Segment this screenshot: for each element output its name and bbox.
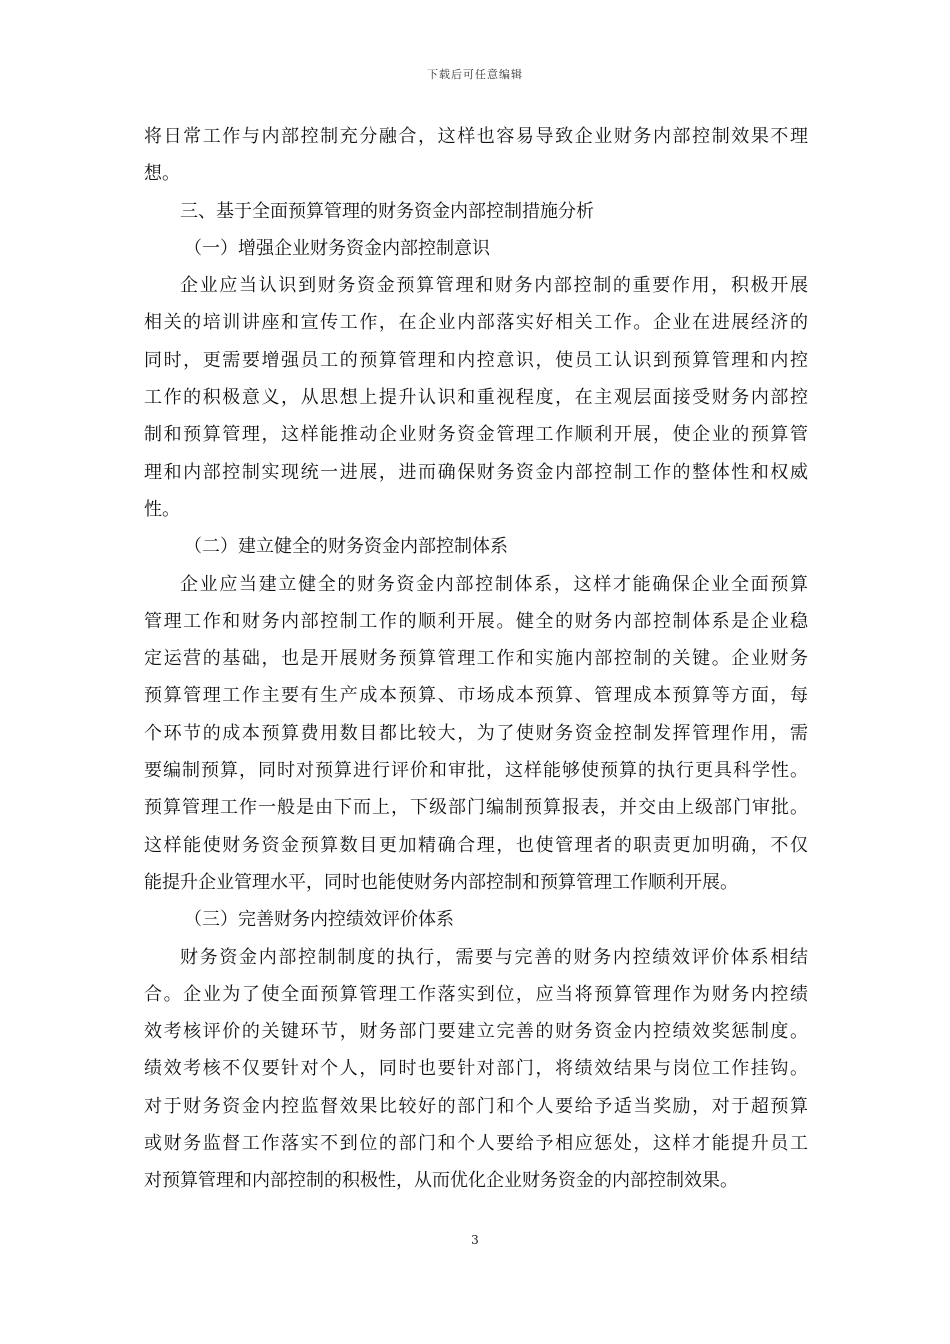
- text-line: 理和内部控制实现统一进展，进而确保财务资金内部控制工作的整体性和权威: [144, 461, 808, 483]
- text-line: 绩效考核不仅要针对个人，同时也要针对部门，将绩效结果与岗位工作挂钩。: [144, 1058, 808, 1080]
- text-line: 制和预算管理，这样能推动企业财务资金管理工作顺利开展，使企业的预算管: [144, 424, 808, 446]
- text-line: 管理工作和财务内部控制工作的顺利开展。健全的财务内部控制体系是企业稳: [144, 610, 808, 632]
- text-line: 或财务监督工作落实不到位的部门和个人要给予相应惩处，这样才能提升员工: [144, 1133, 808, 1155]
- text-line: 定运营的基础，也是开展财务预算管理工作和实施内部控制的关键。企业财务: [144, 648, 808, 670]
- text-line: 对预算管理和内部控制的积极性，从而优化企业财务资金的内部控制效果。: [144, 1170, 738, 1192]
- text-line: 工作的积极意义，从思想上提升认识和重视程度，在主观层面接受财务内部控: [144, 387, 808, 409]
- text-line: 能提升企业管理水平，同时也能使财务内部控制和预算管理工作顺利开展。: [144, 871, 738, 893]
- text-line: 效考核评价的关键环节，财务部门要建立完善的财务资金内控绩效奖惩制度。: [144, 1021, 808, 1043]
- text-line: 相关的培训讲座和宣传工作，在企业内部落实好相关工作。企业在进展经济的: [144, 312, 808, 334]
- text-line: 个环节的成本预算费用数目都比较大，为了使财务资金控制发挥管理作用，需: [144, 722, 808, 744]
- subsection-heading: （三）完善财务内控绩效评价体系: [184, 909, 454, 931]
- text-line: 对于财务资金内控监督效果比较好的部门和个人要给予适当奖励，对于超预算: [144, 1095, 808, 1117]
- text-line: 性。: [144, 498, 180, 520]
- subsection-heading: （一）增强企业财务资金内部控制意识: [184, 237, 490, 259]
- section-heading: 三、基于全面预算管理的财务资金内部控制措施分析: [180, 200, 594, 222]
- text-line: 这样能使财务资金预算数目更加精确合理，也使管理者的职责更加明确，不仅: [144, 834, 808, 856]
- text-line: 将日常工作与内部控制充分融合，这样也容易导致企业财务内部控制效果不理: [144, 126, 808, 147]
- subsection-heading: （二）建立健全的财务资金内部控制体系: [184, 536, 508, 558]
- text-line: 企业应当认识到财务资金预算管理和财务内部控制的重要作用，积极开展: [180, 275, 808, 297]
- text-line: 企业应当建立健全的财务资金内部控制体系，这样才能确保企业全面预算: [180, 573, 808, 595]
- text-line: 同时，更需要增强员工的预算管理和内控意识，使员工认识到预算管理和内控: [144, 349, 808, 371]
- text-line: 要编制预算，同时对预算进行评价和审批，这样能够使预算的执行更具科学性。: [144, 760, 808, 782]
- text-line: 合。企业为了使全面预算管理工作落实到位，应当将预算管理作为财务内控绩: [144, 983, 808, 1005]
- text-line: 财务资金内部控制制度的执行，需要与完善的财务内控绩效评价体系相结: [180, 946, 808, 968]
- document-body: [144, 118, 808, 1200]
- text-line: 预算管理工作一般是由下而上，下级部门编制预算报表，并交由上级部门审批。: [144, 797, 808, 819]
- page-header-note: 下载后可任意编辑: [427, 68, 523, 81]
- page-number: 3: [471, 1233, 479, 1247]
- text-line: 预算管理工作主要有生产成本预算、市场成本预算、管理成本预算等方面，每: [144, 685, 808, 707]
- text-line: 想。: [144, 163, 180, 185]
